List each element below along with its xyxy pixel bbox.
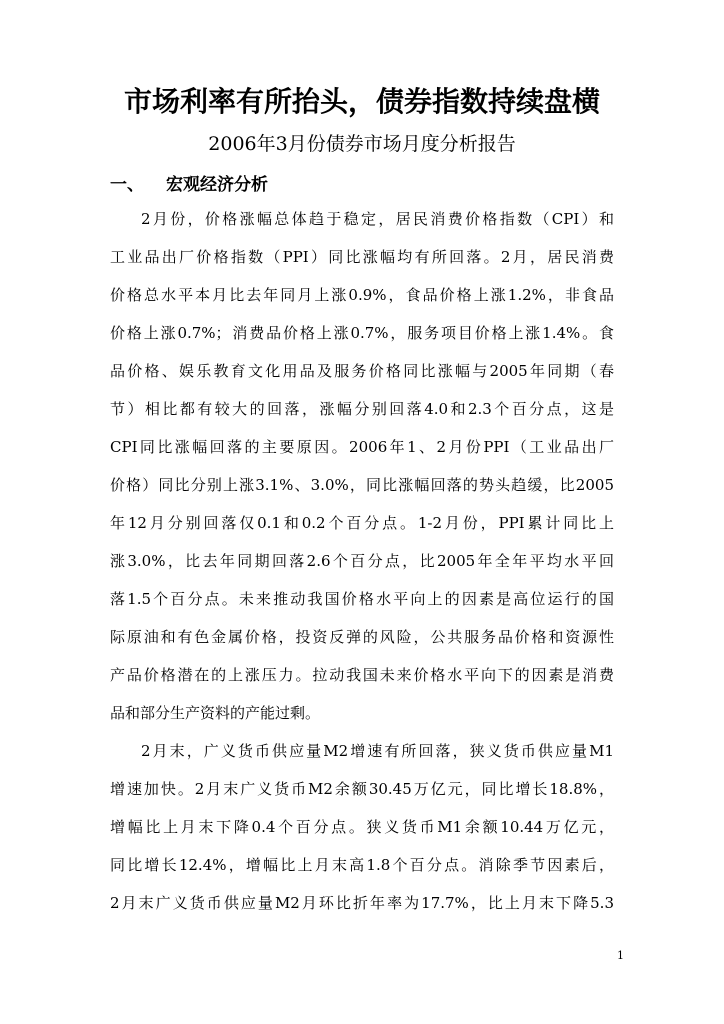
text-line: 品价格、娱乐教育文化用品及服务价格同比涨幅与2005年同期（春 xyxy=(110,362,614,380)
document-title: 市场利率有所抬头，债券指数持续盘横 xyxy=(123,85,600,118)
text-line: 年12月分别回落仅0.1和0.2个百分点。1-2月份，PPI累计同比上 xyxy=(110,514,614,532)
document-subtitle: 2006年3月份债券市场月度分析报告 xyxy=(208,133,516,155)
text-line: 涨3.0%，比去年同期回落2.6个百分点，比2005年全年平均水平回 xyxy=(110,552,614,570)
text-line: CPI同比涨幅回落的主要原因。2006年1、2月份PPI（工业品出厂 xyxy=(110,438,614,456)
text-line: 品和部分生产资料的产能过剩。 xyxy=(110,704,321,722)
text-line: 2月份，价格涨幅总体趋于稳定，居民消费价格指数（CPI）和 xyxy=(141,210,614,228)
text-line: 产品价格潜在的上涨压力。拉动我国未来价格水平向下的因素是消费 xyxy=(110,666,614,684)
text-line: 2月末广义货币供应量M2月环比折年率为17.7%，比上月末下降5.3 xyxy=(110,894,614,912)
section-heading xyxy=(110,170,268,200)
text-line: 增速加快。2月末广义货币M2余额30.45万亿元，同比增长18.8%， xyxy=(110,780,614,798)
text-line: 节）相比都有较大的回落，涨幅分别回落4.0和2.3个百分点，这是 xyxy=(110,400,614,418)
section-title: 宏观经济分析 xyxy=(166,175,268,195)
text-line: 同比增长12.4%，增幅比上月末高1.8个百分点。消除季节因素后， xyxy=(110,856,614,874)
text-line: 增幅比上月末下降0.4个百分点。狭义货币M1余额10.44万亿元， xyxy=(110,818,614,836)
text-line: 际原油和有色金属价格，投资反弹的风险，公共服务品价格和资源性 xyxy=(110,628,614,646)
section-number: 一、 xyxy=(110,175,144,195)
text-line: 价格总水平本月比去年同月上涨0.9%，食品价格上涨1.2%，非食品 xyxy=(110,286,614,304)
text-line: 价格）同比分别上涨3.1%、3.0%，同比涨幅回落的势头趋缓，比2005 xyxy=(110,476,614,494)
page-number: 1 xyxy=(617,949,624,962)
text-line: 工业品出厂价格指数（PPI）同比涨幅均有所回落。2月，居民消费 xyxy=(110,248,614,266)
text-line: 落1.5个百分点。未来推动我国价格水平向上的因素是高位运行的国 xyxy=(110,590,614,608)
text-line: 2月末，广义货币供应量M2增速有所回落，狭义货币供应量M1 xyxy=(141,742,614,760)
text-line: 价格上涨0.7%；消费品价格上涨0.7%，服务项目价格上涨1.4%。食 xyxy=(110,324,614,342)
